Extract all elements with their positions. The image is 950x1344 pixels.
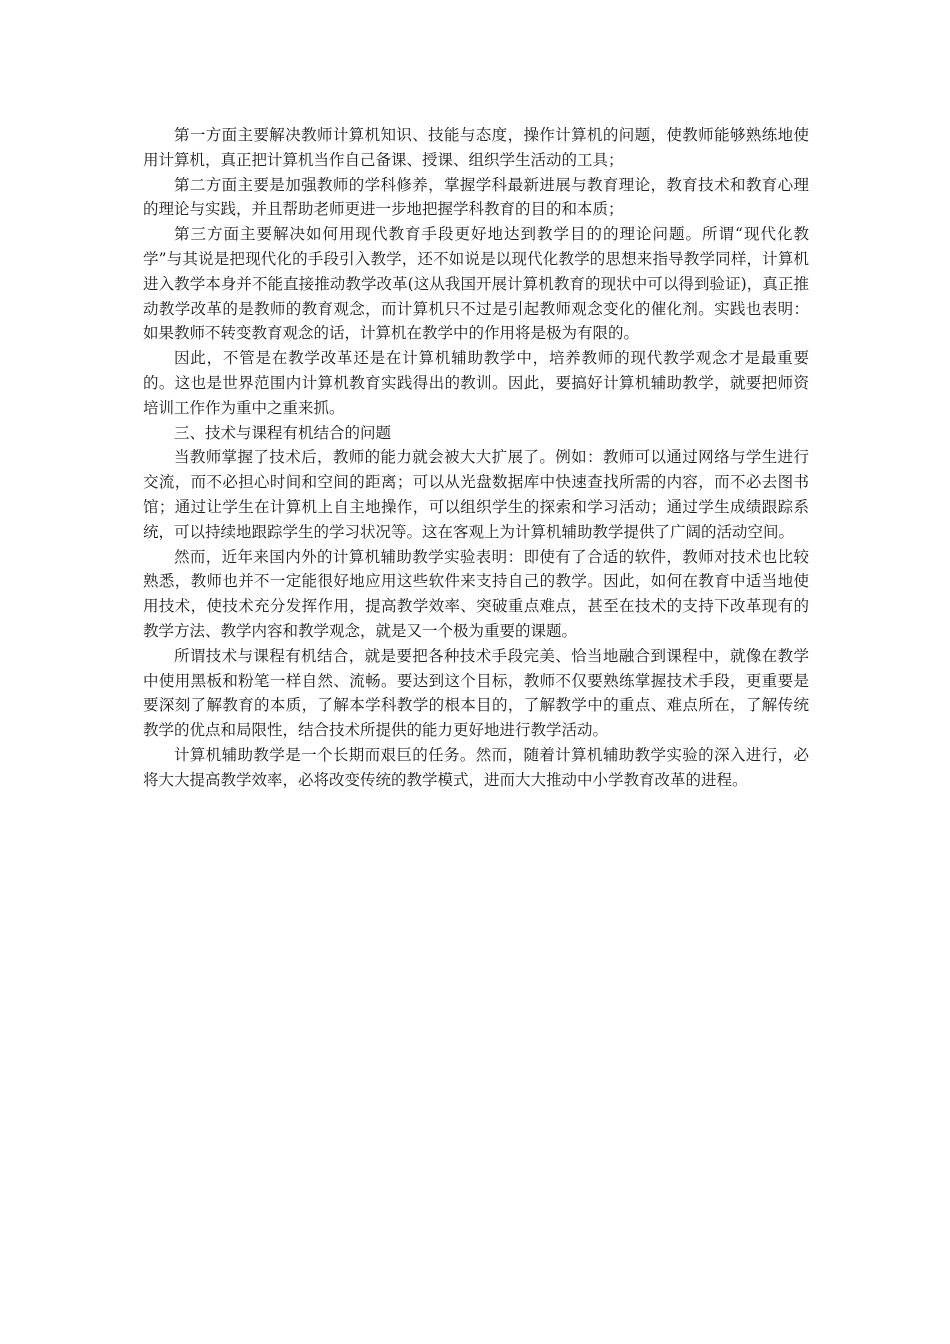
paragraph: 计算机辅助教学是一个长期而艰巨的任务。然而，随着计算机辅助教学实验的深入进行，必将大大提高教学效率，必将改变传统的教学模式，进而大大推动中小学教育改革的进程。 (143, 745, 809, 789)
paragraph: 第三方面主要解决如何用现代教育手段更好地达到教学目的的理论问题。所谓“现代化教学”与其说是把现代化的手段引入教学，还不如说是以现代化教学的思想来指导教学同样，计算机进入教学本身并不能直接推动教学改革(这从我国开展计算机教育的现状中可以得到验证)，真正推动教学改革的是教师的教育观念，而计算机只不过是引起教师观念变化的催化剂。实践也表明：如果教师不转变教育观念的话，计算机在教学中的作用将是极为有限的。 (143, 225, 809, 343)
paragraph: 然而，近年来国内外的计算机辅助教学实验表明：即使有了合适的软件，教师对技术也比较熟悉，教师也并不一定能很好地应用这些软件来支持自己的教学。因此，如何在教育中适当地使用技术，使技术充分发挥作用，提高教学效率、突破重点难点，甚至在技术的支持下改革现有的教学方法、教学内容和教学观念，就是又一个极为重要的课题。 (143, 547, 809, 640)
paragraph: 第二方面主要是加强教师的学科修养，掌握学科最新进展与教育理论，教育技术和教育心理的理论与实践，并且帮助老师更进一步地把握学科教育的目的和本质； (143, 175, 809, 219)
document-body (143, 123, 809, 793)
paragraph: 当教师掌握了技术后，教师的能力就会被大大扩展了。例如：教师可以通过网络与学生进行交流，而不必担心时间和空间的距离；可以从光盘数据库中快速查找所需的内容，而不必去图书馆；通过让学生在计算机上自主地操作，可以组织学生的探索和学习活动；通过学生成绩跟踪系统，可以持续地跟踪学生的学习状况等。这在客观上为计算机辅助教学提供了广阔的活动空间。 (143, 448, 809, 541)
paragraph: 第一方面主要解决教师计算机知识、技能与态度，操作计算机的问题，使教师能够熟练地使用计算机，真正把计算机当作自己备课、授课、组织学生活动的工具； (143, 126, 809, 169)
section-heading: 三、技术与课程有机结合的问题 (174, 423, 392, 442)
paragraph: 所谓技术与课程有机结合，就是要把各种技术手段完美、恰当地融合到课程中，就像在教学中使用黑板和粉笔一样自然、流畅。要达到这个目标，教师不仅要熟练掌握技术手段，更重要是要深刻了解教育的本质，了解本学科教学的根本目的，了解教学中的重点、难点所在，了解传统教学的优点和局限性，结合技术所提供的能力更好地进行教学活动。 (143, 646, 809, 740)
paragraph: 因此，不管是在教学改革还是在计算机辅助教学中，培养教师的现代教学观念才是最重要的。这也是世界范围内计算机教育实践得出的教训。因此，要搞好计算机辅助教学，就要把师资培训工作作为重中之重来抓。 (143, 349, 809, 417)
